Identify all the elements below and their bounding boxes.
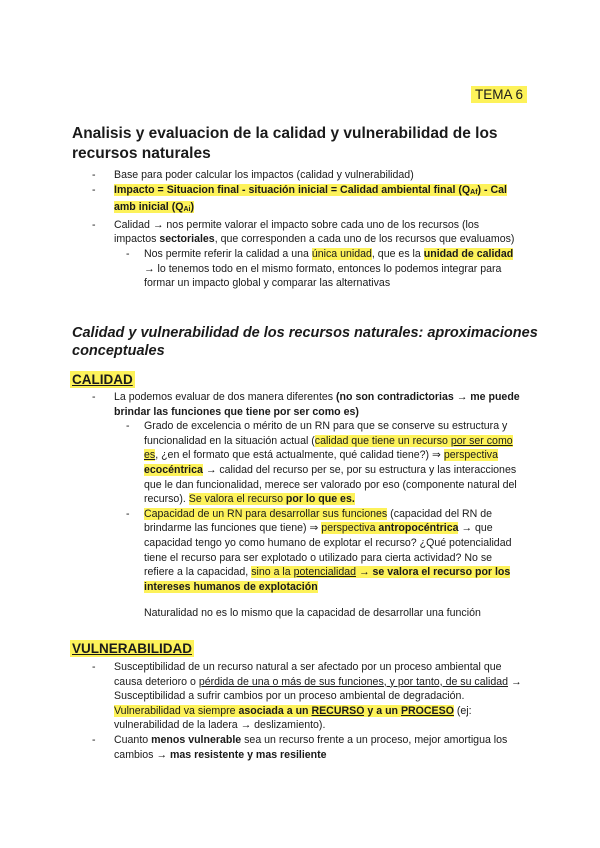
page-title: Analisis y evaluacion de la calidad y vulnerabilidad de los recursos naturales — [72, 125, 498, 162]
bullet-dash: - — [92, 218, 96, 231]
list-item — [92, 183, 524, 218]
bullet-dash: - — [92, 169, 96, 181]
section-subtitle: Calidad y vulnerabilidad de los recursos naturales: aproximaciones conceptuales — [72, 325, 538, 359]
topic-label: TEMA 6 — [471, 86, 527, 103]
list-item: - La podemos evaluar de dos manera diferentes (no son contradictorias → me puede brindar las funciones que tiene por ser como es) — [92, 391, 520, 418]
bullet-dash: - — [92, 661, 96, 673]
sub-list-item: - Grado de excelencia o mérito de un RN para que se conserve su estructura y funcionalidad en la situación actual (calidad que tiene un recurso por ser como es, ¿en el formato que está actualmente, qué calidad tiene?) ⇒ perspectiva ecocéntrica → calidad del recurso per se, por su estructura y las interacciones que le dan funcionalidad, merece ser valorado por eso (componente natural del recurso). Se valora el recurso por lo que es. — [126, 420, 517, 506]
vulnerabilidad-heading: VULNERABILIDAD — [72, 641, 192, 656]
list-item: - Base para poder calcular los impactos (calidad y vulnerabilidad) — [92, 169, 414, 181]
sub-list-item: - Capacidad de un RN para desarrollar sus funciones (capacidad del RN de brindarme las funciones que tiene) ⇒ perspectiva antropocéntrica → que capacidad tengo yo como humano de explotar el recurso? ¿Qué potencialidad tiene el recurso para ser explotado o utilizado para cierta actividad? No se refiere a la capacidad, sino a la potencialidad → se valora el recurso por los intereses humanos de explotación — [126, 507, 512, 593]
bullet-dash: - — [92, 391, 96, 403]
list-item: - Cuanto menos vulnerable sea un recurso frente a un proceso, mejor amortigua los cambios → mas resistente y mas resiliente — [92, 733, 508, 761]
vulnerabilidad-list — [92, 660, 524, 762]
calidad-list — [92, 390, 524, 621]
intro-list — [92, 168, 524, 291]
sub-list-item: - Nos permite referir la calidad a una única unidad, que es la unidad de calidad → lo tenemos todo en el mismo formato, entonces lo podemos integrar para formar un impacto global y comparar las alternativas — [126, 247, 514, 290]
bullet-dash: - — [126, 507, 130, 520]
bullet-dash: - — [126, 420, 130, 433]
calidad-heading: CALIDAD — [72, 372, 133, 387]
list-item: - Calidad → nos permite valorar el impacto sobre cada uno de los recursos (los impactos sectoriales, que corresponden a cada uno de los recursos que evaluamos) — [92, 218, 515, 246]
note: Naturalidad no es lo mismo que la capacidad de desarrollar una función — [144, 607, 481, 620]
bullet-dash: - — [126, 247, 130, 260]
bullet-dash: - — [92, 733, 96, 746]
bullet-dash: - — [92, 183, 96, 196]
impact-formula: Impacto = Situacion final - situación inicial = Calidad ambiental final $(Q_{Af})$ - Cal amb inicial $(Q_{Ai})$ — [114, 183, 507, 214]
list-item: - Susceptibilidad de un recurso natural a ser afectado por un proceso ambiental que causa deterioro o pérdida de una o más de sus funciones, y por tanto, de su calidad → Susceptibilidad a sufrir cambios por un proceso ambiental de degradación. Vulnerabilidad va siempre asociada a un RECURSO y a un PROCESO (ej: vulnerabilidad de la ladera → deslizamiento). — [92, 661, 522, 732]
